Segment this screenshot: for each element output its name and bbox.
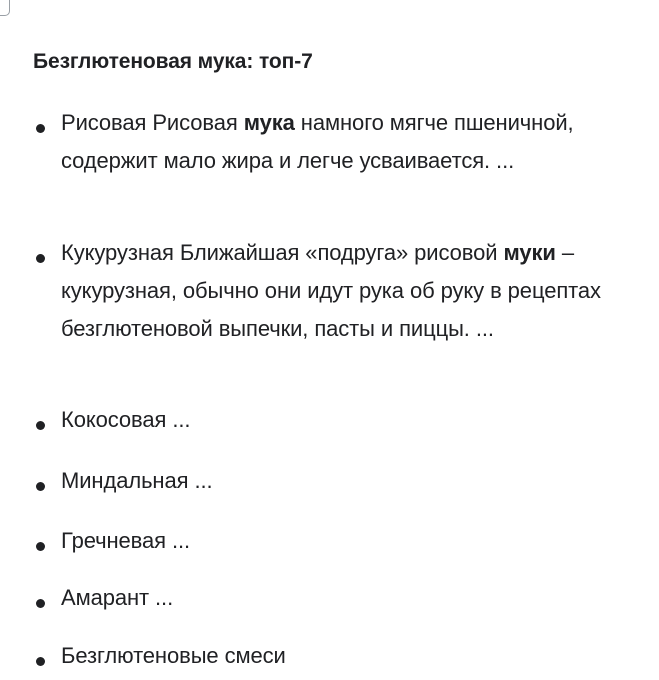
list-item-text [61,104,641,180]
item-text-part: Ближайшая «подруга» рисовой [173,240,504,265]
highlighted-keyword: мука [243,110,295,135]
item-name: Кокосовая ... [61,407,191,432]
bullet-icon [36,124,45,133]
item-name: Амарант ... [61,585,174,610]
item-name: Миндальная ... [61,468,213,493]
list-item-text [61,234,641,348]
bullet-icon [36,254,45,263]
item-name: Рисовая [61,110,147,135]
bullet-icon [36,482,45,491]
window-corner-edge [0,0,10,16]
item-name: Кукурузная [61,240,174,265]
item-name: Безглютеновые смеси [61,643,286,668]
item-name: Гречневая ... [61,528,191,553]
item-text-part: намного мягче пшеничной, содержит мало жира и легче усваивается. ... [61,110,574,173]
bullet-icon [36,657,45,666]
item-text-part: – кукурузная, обычно они идут рука об руку в рецептах безглютеновой выпечки, пасты и пиццы. ... [61,240,601,341]
bullet-icon [36,599,45,608]
item-text-part: Рисовая [146,110,244,135]
snippet-title: Безглютеновая мука: топ-7 [33,50,313,73]
bullet-icon [36,421,45,430]
highlighted-keyword: муки [503,240,556,265]
bullet-icon [36,542,45,551]
